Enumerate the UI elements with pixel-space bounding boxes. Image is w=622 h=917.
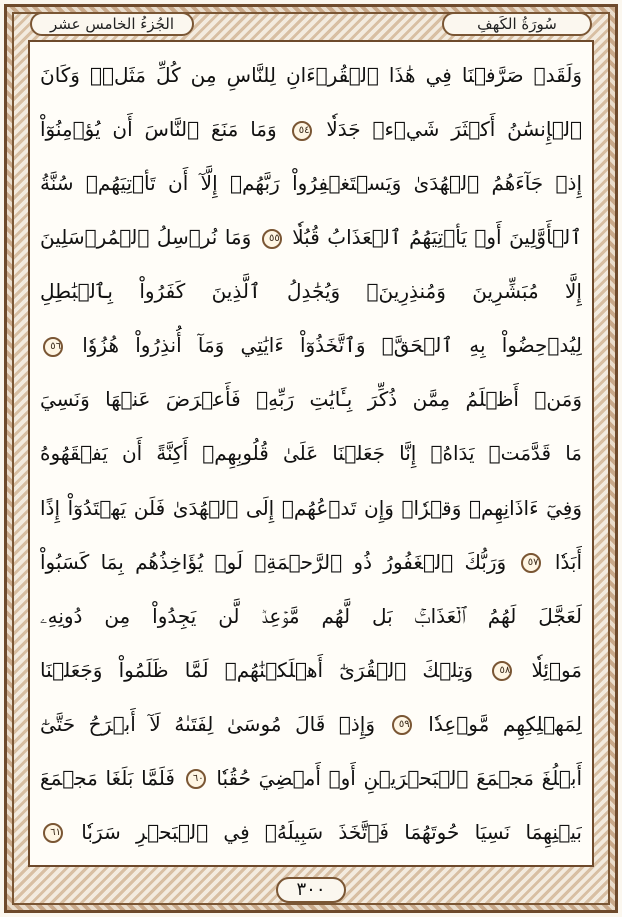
ayah-number-marker: ٥٦: [43, 337, 63, 357]
text-line: [40, 591, 582, 641]
text-line: [40, 212, 582, 262]
verse-text: مَا قَدَّمَتۡ يَدَاهُۚ إِنَّا جَعَلۡنَا عَلَىٰ قُلُوبِهِمۡ أَكِنَّةً أَن يَفۡقَهُوهُ: [40, 441, 582, 466]
page-footer: [0, 875, 622, 905]
text-line: [40, 104, 582, 154]
ayah-number-marker: ٥٧: [521, 553, 541, 573]
verse-text: أَبَدٗا: [554, 549, 582, 574]
verse-text: فَلَمَّا بَلَغَا مَجۡمَعَ: [40, 765, 175, 790]
ayah-number-marker: ٦١: [43, 823, 63, 843]
page-header: [30, 10, 592, 38]
verse-text: إِذۡ جَآءَهُمُ ٱلۡهُدَىٰ وَيَسۡتَغۡفِرُواْ رَبَّهُمۡ إِلَّآ أَن تَأۡتِيَهُمۡ سُنَّةُ: [40, 171, 582, 196]
juz-name: الجُزءُ الخامس عشر: [30, 12, 194, 36]
text-line: [40, 537, 582, 587]
verse-text: وَمَا نُرۡسِلُ ٱلۡمُرۡسَلِينَ: [40, 225, 252, 250]
verse-text: وَمَا مَنَعَ ٱلنَّاسَ أَن يُؤۡمِنُوٓاْ: [40, 117, 277, 142]
verse-text: إِلَّا مُبَشِّرِينَ وَمُنذِرِينَۚ وَيُجَٰدِلُ ٱلَّذِينَ كَفَرُواْ بِٱلۡبَٰطِلِ: [40, 279, 582, 304]
verse-text: وَرَبُّكَ ٱلۡغَفُورُ ذُو ٱلرَّحۡمَةِۖ لَوۡ يُؤَاخِذُهُم بِمَا كَسَبُواْ: [40, 549, 507, 574]
verse-text: ٱلۡأَوَّلِينَ أَوۡ يَأۡتِيَهُمُ ٱلۡعَذَابُ قُبُلٗا: [292, 225, 582, 250]
verse-text: لَعَجَّلَ لَهُمُ ٱلۡعَذَابَۚ بَل لَّهُم مَّوۡعِدٞ لَّن يَجِدُواْ مِن دُونِهِۦ: [40, 603, 582, 628]
verse-text: وَتِلۡكَ ٱلۡقُرَىٰٓ أَهۡلَكۡنَٰهُمۡ لَمَّا ظَلَمُواْ وَجَعَلۡنَا: [40, 657, 474, 682]
text-line: [40, 483, 582, 533]
text-line: [40, 699, 582, 749]
verse-text: مَوۡئِلٗا: [531, 657, 582, 682]
text-line: [40, 374, 582, 424]
text-line: [40, 807, 582, 857]
ayah-number-marker: ٦٠: [186, 769, 206, 789]
text-line: [40, 158, 582, 208]
verse-text: وَإِذۡ قَالَ مُوسَىٰ لِفَتَىٰهُ لَآ أَبۡرَحُ حَتَّىٰٓ: [40, 711, 376, 736]
ayah-number-marker: ٥٥: [262, 229, 282, 249]
text-line: [40, 645, 582, 695]
verse-text: وَمَنۡ أَظۡلَمُ مِمَّن ذُكِّرَ بِـَٔايَٰتِ رَبِّهِۦ فَأَعۡرَضَ عَنۡهَا وَنَسِيَ: [40, 387, 582, 412]
verse-text: لِمَهۡلِكِهِم مَّوۡعِدٗا: [428, 711, 582, 736]
ayah-number-marker: ٥٩: [392, 715, 412, 735]
text-line: [40, 753, 582, 803]
verse-text: ٱلۡإِنسَٰنُ أَكۡثَرَ شَيۡءٖ جَدَلٗا: [326, 117, 582, 142]
verse-text: لِيُدۡحِضُواْ بِهِ ٱلۡحَقَّۖ وَٱتَّخَذُوٓاْ ءَايَٰتِي وَمَآ أُنذِرُواْ هُزُوٗا: [82, 333, 582, 358]
surah-name: سُورَةُ الكَهفِ: [442, 12, 592, 36]
quran-text: [40, 50, 582, 857]
ayah-number-marker: ٥٨: [492, 661, 512, 681]
text-line: [40, 428, 582, 478]
verse-text: بَيۡنِهِمَا نَسِيَا حُوتَهُمَا فَٱتَّخَذَ سَبِيلَهُۥ فِي ٱلۡبَحۡرِ سَرَبٗا: [81, 819, 582, 844]
text-line: [40, 266, 582, 316]
text-line: [40, 320, 582, 370]
verse-text: وَلَقَدۡ صَرَّفۡنَا فِي هَٰذَا ٱلۡقُرۡءَانِ لِلنَّاسِ مِن كُلِّ مَثَلٖۚ وَكَانَ: [40, 63, 582, 87]
verse-text: أَبۡلُغَ مَجۡمَعَ ٱلۡبَحۡرَيۡنِ أَوۡ أَمۡضِيَ حُقُبٗا: [216, 765, 582, 790]
page-number: ٣٠٠: [276, 877, 346, 903]
ayah-number-marker: ٥٤: [292, 121, 312, 141]
verse-text: وَفِيٓ ءَاذَانِهِمۡ وَقۡرٗاۖ وَإِن تَدۡعُهُمۡ إِلَى ٱلۡهُدَىٰ فَلَن يَهۡتَدُوٓاْ إِذًا: [40, 495, 582, 520]
text-line: [40, 50, 582, 100]
